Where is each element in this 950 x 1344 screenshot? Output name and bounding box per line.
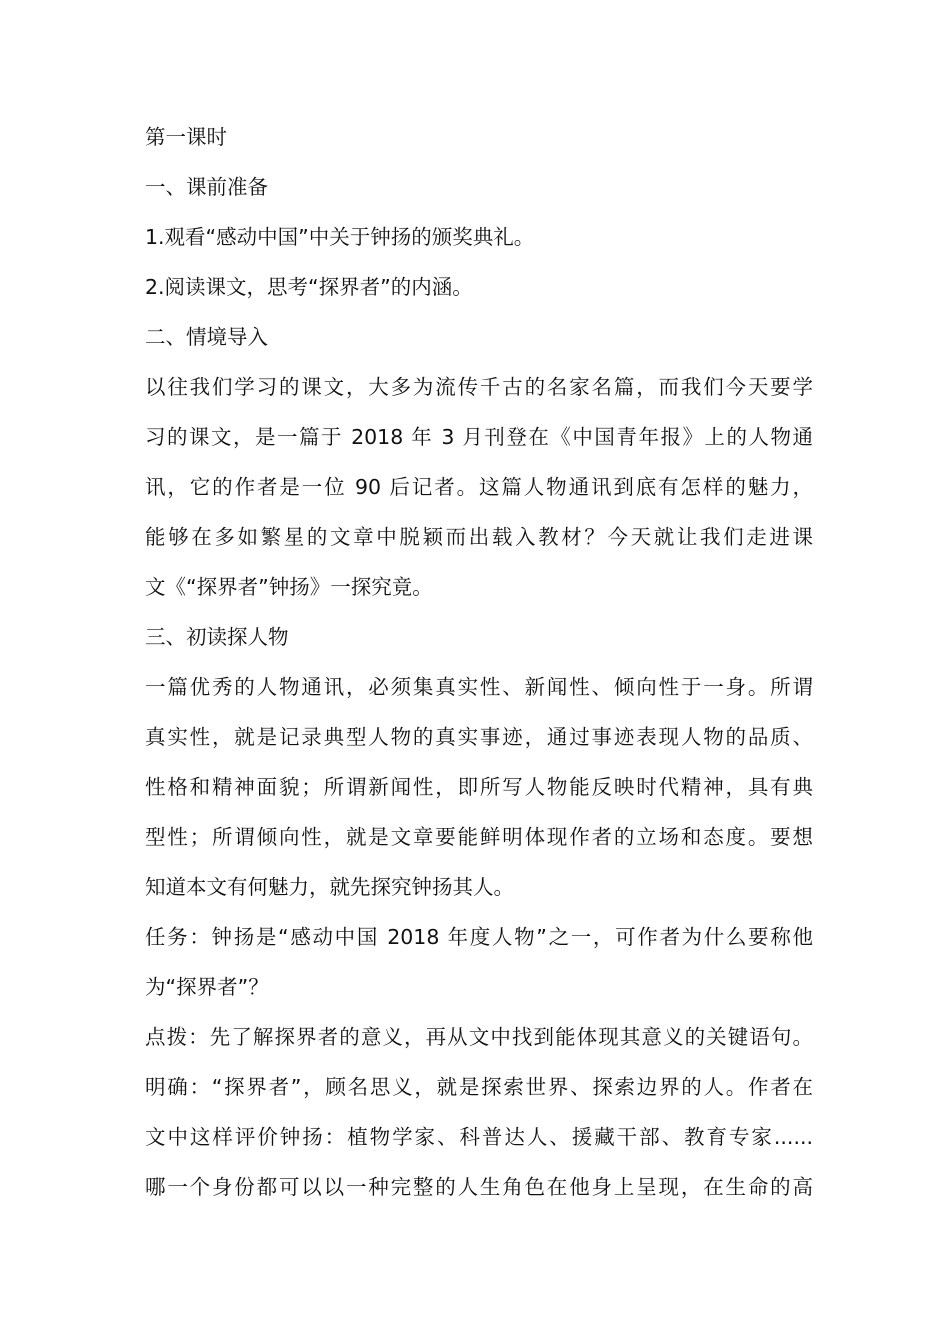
hint-line: 点拨：先了解探界者的意义，再从文中找到能体现其意义的关键语句。 (145, 1025, 813, 1049)
intro-line: 文《“探界者”钟扬》一探究竟。 (145, 575, 433, 599)
lesson-title: 第一课时 (145, 125, 227, 149)
task-line: 任务：钟扬是“感动中国 2018 年度人物”之一，可作者为什么要称他 (145, 925, 813, 949)
answer-line: 明确：“探界者”，顾名思义，就是探索世界、探索边界的人。作者在 (145, 1075, 813, 1099)
intro-line: 习的课文，是一篇于 2018 年 3 月刊登在《中国青年报》上的人物通 (145, 425, 813, 449)
read-line: 一篇优秀的人物通讯，必须集真实性、新闻性、倾向性于一身。所谓 (145, 675, 813, 699)
task-line: 为“探界者”？ (145, 975, 269, 999)
document-body (145, 112, 813, 1212)
intro-line: 讯，它的作者是一位 90 后记者。这篇人物通讯到底有怎样的魅力， (145, 475, 813, 499)
prep-item: 2.阅读课文，思考“探界者”的内涵。 (145, 275, 473, 299)
read-line: 真实性，就是记录典型人物的真实事迹，通过事迹表现人物的品质、 (145, 725, 813, 749)
prep-heading: 一、课前准备 (145, 175, 268, 199)
answer-line: 文中这样评价钟扬：植物学家、科普达人、援藏干部、教育专家...... (145, 1125, 813, 1149)
read-line: 型性；所谓倾向性，就是文章要能鲜明体现作者的立场和态度。要想 (145, 825, 813, 849)
prep-item: 1.观看“感动中国”中关于钟扬的颁奖典礼。 (145, 225, 535, 249)
intro-heading: 二、情境导入 (145, 325, 268, 349)
answer-line: 哪一个身份都可以以一种完整的人生角色在他身上呈现，在生命的高 (145, 1175, 813, 1199)
read-heading: 三、初读探人物 (145, 625, 289, 649)
read-line: 性格和精神面貌；所谓新闻性，即所写人物能反映时代精神，具有典 (145, 775, 813, 799)
intro-line: 能够在多如繁星的文章中脱颖而出载入教材？今天就让我们走进课 (145, 525, 813, 549)
read-line: 知道本文有何魅力，就先探究钟扬其人。 (145, 875, 514, 899)
intro-line: 以往我们学习的课文，大多为流传千古的名家名篇，而我们今天要学 (145, 375, 813, 399)
